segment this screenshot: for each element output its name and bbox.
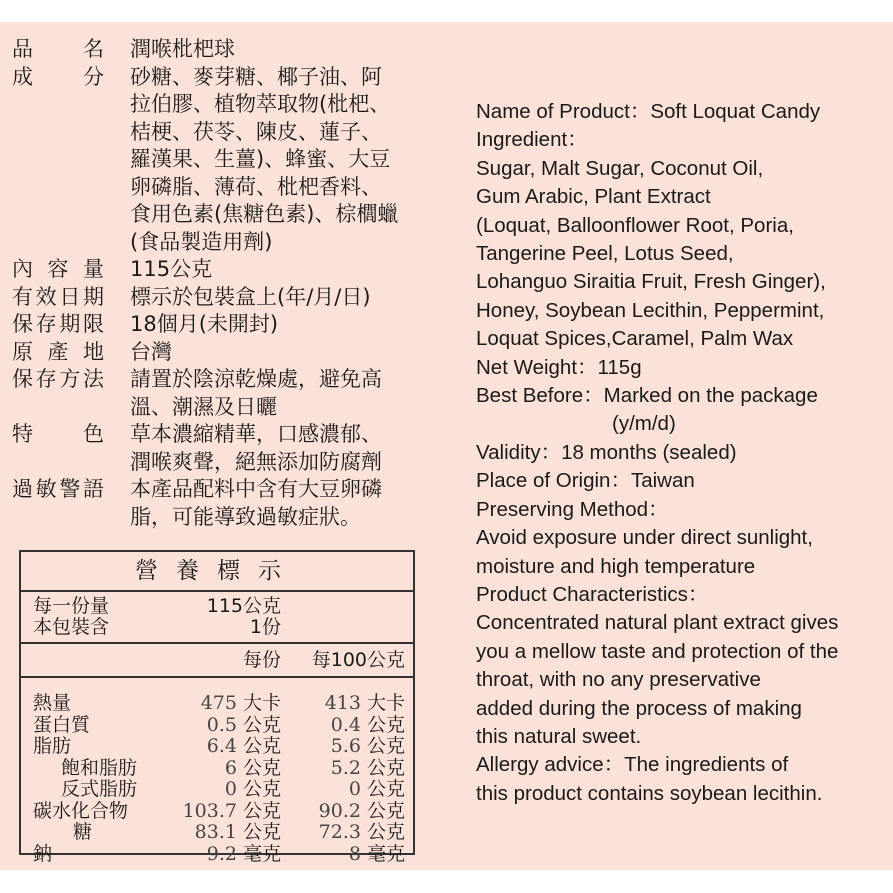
- info-value: [130, 64, 422, 257]
- info-row: [12, 339, 422, 367]
- nutrient-row: [21, 692, 413, 714]
- info-row: [12, 284, 422, 312]
- nutrient-number: 83.1: [194, 821, 237, 843]
- english-line: Ingredient：: [476, 128, 588, 152]
- serving-value: 115公克: [206, 595, 281, 617]
- nutrient-value-per-serving: [207, 843, 281, 865]
- nutrient-unit: 毫克: [366, 842, 405, 865]
- english-line: moisture and high temperature: [476, 554, 756, 578]
- nutrient-number: 8: [348, 842, 361, 865]
- nutrient-row: [21, 843, 413, 865]
- info-value-line: 潤喉枇杷球: [130, 37, 235, 61]
- nutrient-name: 反式脂肪: [61, 778, 138, 800]
- english-line: Place of Origin：Taiwan: [476, 469, 695, 493]
- chinese-info-block: [12, 36, 422, 531]
- serving-section: [21, 592, 413, 644]
- nutrient-number: 0: [224, 778, 237, 800]
- nutrient-unit: 公克: [242, 778, 281, 800]
- english-line: this product contains soybean lecithin.: [476, 781, 823, 805]
- english-line: throat, with no any preservative: [476, 668, 761, 692]
- nutrient-unit: 公克: [242, 821, 281, 843]
- nutrient-value-per-serving: [201, 692, 281, 714]
- nutrient-number: 103.7: [182, 799, 237, 822]
- info-value-line: 砂糖、麥芽糖、椰子油、阿: [130, 64, 382, 89]
- english-line: Honey, Soybean Lecithin, Peppermint,: [476, 298, 825, 322]
- english-line: Net Weight：115g: [476, 355, 642, 379]
- column-header-section: [21, 644, 413, 678]
- english-line: Preserving Method：: [476, 497, 669, 521]
- english-line: Allergy advice：The ingredients of: [476, 753, 789, 777]
- serving-label: 每一份量: [33, 595, 110, 617]
- english-line: Validity：18 months (sealed): [476, 440, 737, 464]
- nutrient-number: 9.2: [206, 842, 237, 865]
- nutrient-value-per-100g: [331, 757, 405, 779]
- info-label: 過敏警語: [12, 477, 104, 501]
- nutrient-unit: 公克: [366, 799, 405, 822]
- english-line: Best Before：Marked on the package: [476, 384, 818, 408]
- nutrient-name: 鈉: [33, 842, 53, 865]
- nutrient-number: 475: [200, 692, 237, 714]
- nutrient-unit: 公克: [366, 821, 405, 843]
- nutrient-row: [21, 757, 413, 779]
- nutrient-name: 飽和脂肪: [61, 756, 138, 779]
- info-label: 成分: [12, 64, 104, 89]
- english-line: Sugar, Malt Sugar, Coconut Oil,: [476, 156, 764, 180]
- nutrient-value-per-100g: [331, 714, 405, 736]
- nutrient-number: 6.4: [206, 735, 237, 757]
- nutrient-value-per-serving: [225, 757, 281, 779]
- nutrient-name: 蛋白質: [33, 713, 91, 736]
- info-label: 有效日期: [12, 284, 104, 309]
- english-line: (Loquat, Balloonflower Root, Poria,: [476, 213, 794, 237]
- english-line: (y/m/d): [612, 412, 676, 436]
- nutrient-number: 0: [348, 778, 361, 800]
- info-row: [12, 36, 422, 64]
- nutrient-value-per-100g: [349, 778, 405, 800]
- nutrient-value-per-100g: [319, 800, 405, 822]
- info-value: [130, 256, 422, 284]
- nutrient-name: 糖: [73, 821, 93, 843]
- english-line: added during the process of making: [476, 696, 802, 720]
- info-label: 保存期限: [12, 312, 104, 336]
- nutrient-number: 72.3: [318, 821, 361, 843]
- english-line: you a mellow taste and protection of the: [476, 639, 839, 663]
- info-value-line: 卵磷脂、薄荷、枇杷香料、: [130, 174, 382, 199]
- nutrient-number: 5.2: [330, 756, 361, 779]
- nutrient-value-per-100g: [319, 821, 405, 843]
- nutrient-number: 0.4: [330, 713, 361, 736]
- nutrient-unit: 大卡: [242, 692, 281, 714]
- info-value-line: 台灣: [130, 339, 172, 364]
- english-line: this natural sweet.: [476, 724, 642, 748]
- nutrient-unit: 公克: [366, 756, 405, 779]
- nutrition-facts-table: [19, 550, 415, 865]
- nutrient-unit: 公克: [366, 713, 405, 736]
- info-value: [130, 476, 422, 531]
- info-row: [12, 476, 422, 531]
- info-value-line: 食用色素(焦糖色素)、棕櫚蠟: [130, 202, 399, 226]
- info-label: 保存方法: [12, 367, 104, 391]
- english-line: Lohanguo Siraitia Fruit, Fresh Ginger),: [476, 270, 826, 294]
- nutrient-number: 6: [224, 756, 237, 779]
- info-value-line: 脂，可能導致過敏症狀。: [130, 504, 361, 529]
- nutrient-number: 413: [324, 692, 361, 714]
- info-value: [130, 36, 422, 64]
- english-line: Loquat Spices,Caramel, Palm Wax: [476, 327, 794, 351]
- nutrient-number: 5.6: [330, 735, 361, 757]
- nutrient-unit: 公克: [366, 735, 405, 757]
- package-value: 1份: [249, 616, 281, 638]
- english-line: Avoid exposure under direct sunlight,: [476, 526, 813, 550]
- info-row: [12, 256, 422, 284]
- nutrient-row: [21, 821, 413, 843]
- info-value: [130, 339, 422, 367]
- nutrient-name: 脂肪: [33, 735, 72, 757]
- nutrient-unit: 公克: [242, 799, 281, 822]
- english-line: Gum Arabic, Plant Extract: [476, 185, 711, 209]
- nutrient-value-per-serving: [207, 714, 281, 736]
- nutrient-name: 熱量: [33, 692, 72, 714]
- nutrient-value-per-100g: [331, 735, 405, 757]
- info-value: [130, 366, 422, 421]
- nutrient-number: 90.2: [318, 799, 361, 822]
- info-label: 特色: [12, 422, 104, 446]
- nutrient-row: [21, 735, 413, 757]
- nutrient-value-per-serving: [195, 821, 281, 843]
- info-value: [130, 284, 422, 312]
- info-value-line: 桔梗、茯苓、陳皮、蓮子、: [130, 119, 382, 144]
- info-value-line: 115公克: [130, 257, 213, 281]
- info-value-line: 標示於包裝盒上(年/月/日): [130, 284, 371, 309]
- english-info-block: [476, 98, 886, 808]
- info-label: 品名: [12, 37, 104, 61]
- nutrient-value-per-100g: [349, 843, 405, 865]
- nutrient-unit: 大卡: [366, 692, 405, 714]
- column-header-per-serving: 每份: [242, 649, 281, 671]
- info-value-line: 拉伯膠、植物萃取物(枇杷、: [130, 92, 391, 116]
- nutrient-number: 0.5: [206, 713, 237, 736]
- nutrient-unit: 公克: [366, 778, 405, 800]
- nutrient-row: [21, 800, 413, 822]
- english-line: Name of Product：Soft Loquat Candy: [476, 100, 821, 123]
- info-row: [12, 311, 422, 339]
- info-value-line: (食品製造用劑): [130, 229, 273, 254]
- package-label: 本包裝含: [33, 616, 110, 638]
- info-value-line: 請置於陰涼乾燥處，避免高: [130, 367, 382, 391]
- nutrient-unit: 公克: [242, 713, 281, 736]
- nutrient-value-per-serving: [207, 735, 281, 757]
- nutrient-value-per-serving: [225, 778, 281, 800]
- info-row: [12, 421, 422, 476]
- info-value-line: 溫、潮濕及日曬: [130, 394, 277, 419]
- english-line: Tangerine Peel, Lotus Seed,: [476, 242, 734, 266]
- info-row: [12, 64, 422, 257]
- english-line: Concentrated natural plant extract gives: [476, 611, 839, 635]
- info-value: [130, 421, 422, 476]
- nutrient-name: 碳水化合物: [33, 799, 129, 822]
- nutrition-title: 營養標示: [21, 552, 413, 592]
- nutrient-row: [21, 778, 413, 800]
- nutrient-unit: 公克: [242, 735, 281, 757]
- english-line: Product Characteristics：: [476, 582, 709, 606]
- nutrient-value-per-serving: [183, 800, 281, 822]
- info-value: [130, 311, 422, 339]
- nutrient-row: [21, 714, 413, 736]
- nutrient-value-per-100g: [325, 692, 405, 714]
- info-label: 內容量: [12, 257, 104, 281]
- nutrient-unit: 公克: [242, 756, 281, 779]
- info-value-line: 羅漢果、生薑)、蜂蜜、大豆: [130, 147, 391, 171]
- info-value-line: 潤喉爽聲，絕無添加防腐劑: [130, 449, 382, 474]
- column-header-per-100g: 每100公克: [311, 649, 405, 671]
- info-value-line: 18個月(未開封): [130, 312, 279, 336]
- info-value-line: 草本濃縮精華，口感濃郁、: [130, 422, 382, 446]
- info-value-line: 本產品配料中含有大豆卵磷: [130, 477, 382, 501]
- info-row: [12, 366, 422, 421]
- nutrient-unit: 毫克: [242, 842, 281, 865]
- info-label: 原產地: [12, 339, 104, 364]
